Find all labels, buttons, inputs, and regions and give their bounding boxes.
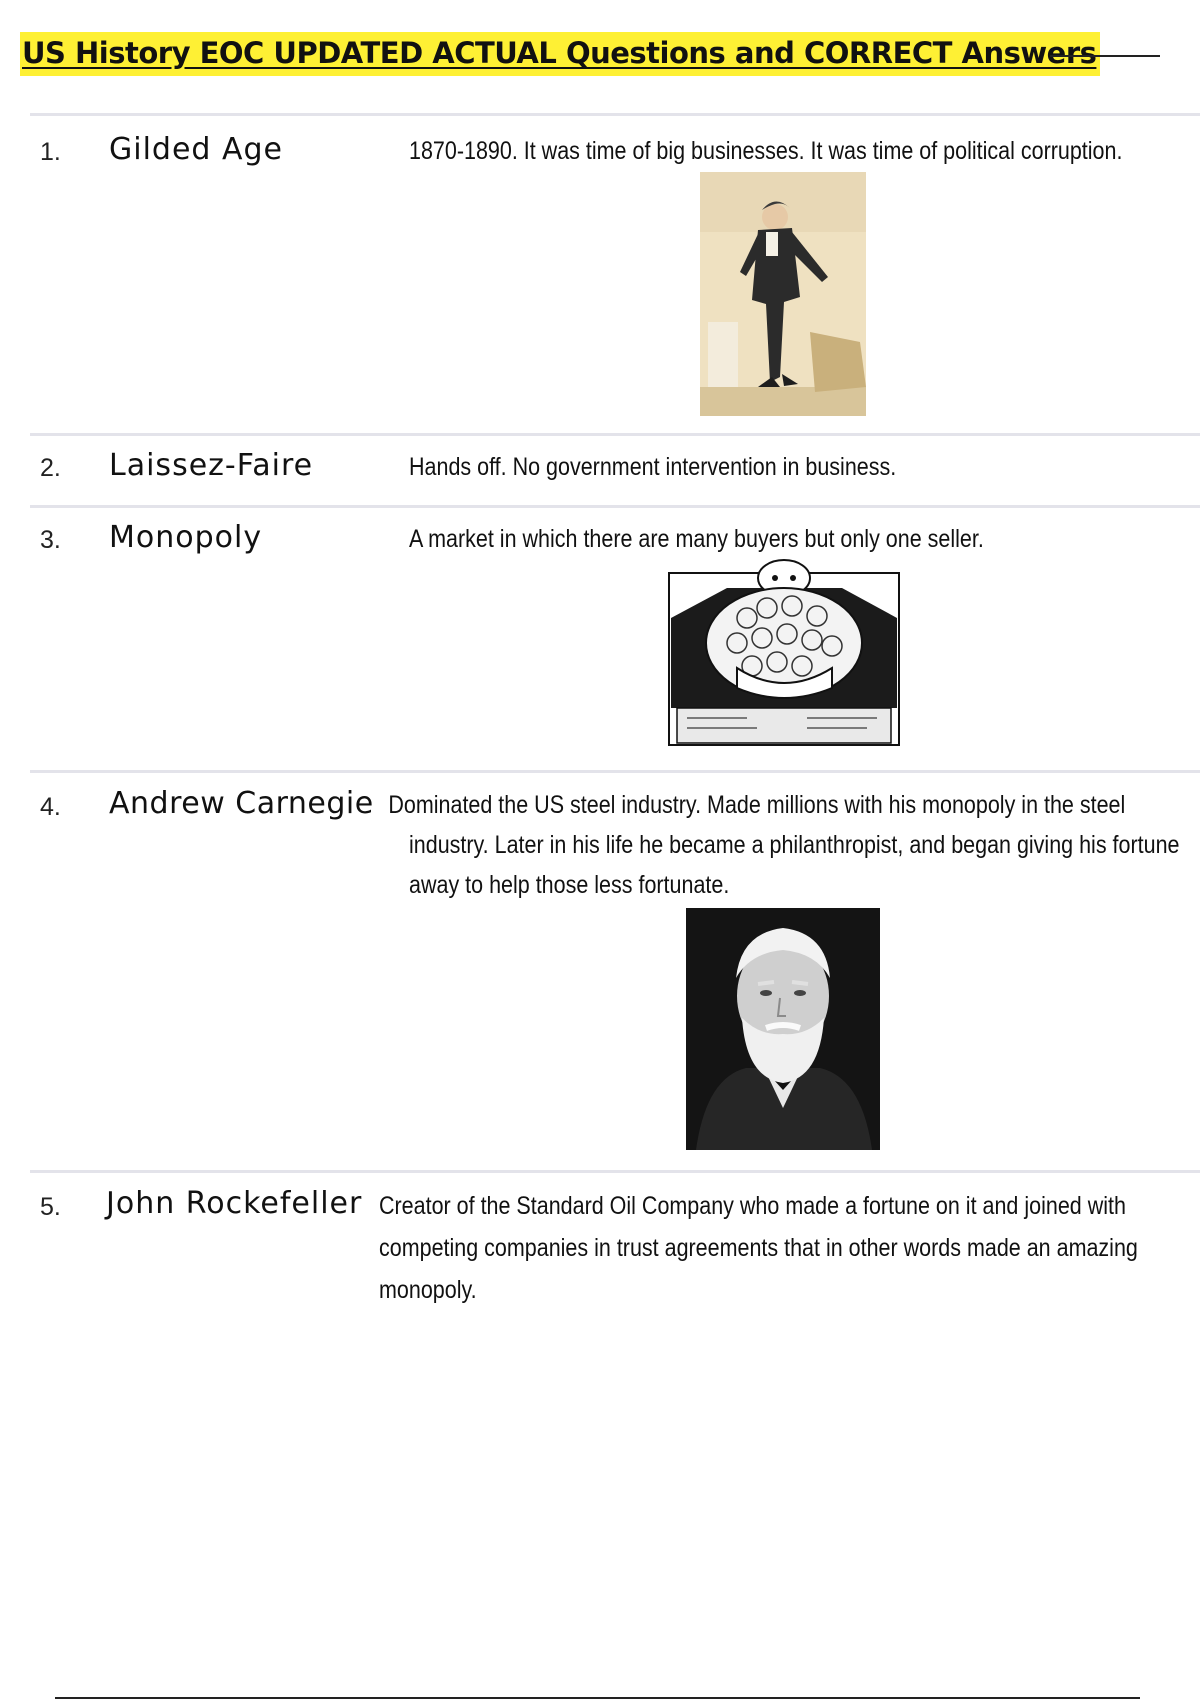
entry-definition: A market in which there are many buyers but only one seller. [409,525,984,553]
entry-monopoly [30,505,1200,770]
footer-rule [55,1697,1140,1699]
monopoly-cartoon-image [667,558,901,748]
entry-term: Andrew Carnegie [109,786,374,821]
carnegie-portrait-image [686,908,880,1150]
entry-term: John Rockefeller [106,1186,363,1221]
entry-laissez-faire [30,433,1200,505]
entry-number: 2. [40,454,61,482]
entry-number: 5. [40,1193,61,1221]
entry-definition: 1870-1890. It was time of big businesses. It was time of political corruption. [409,137,1123,165]
entry-definition-rest: industry. Later in his life he became a philanthropist, and began giving his fortune away to help those less fortunate. [409,831,1180,899]
political-cartoon-image [700,172,866,416]
title-rule [1050,55,1160,57]
entry-term: Gilded Age [109,132,284,167]
entry-gilded-age [30,113,1200,433]
entry-definition: Hands off. No government intervention in business. [409,453,897,481]
entry-number: 1. [40,138,61,166]
document-title: US History EOC UPDATED ACTUAL Questions and CORRECT Answers [20,32,1100,76]
entry-term: Monopoly [109,520,263,555]
entry-number: 3. [40,526,61,554]
entry-andrew-carnegie [30,770,1200,1170]
entry-definition: Creator of the Standard Oil Company who made a fortune on it and joined with competing companies in trust agreements that in other words made an amazing monopoly. [379,1192,1138,1304]
entry-definition [388,785,1200,905]
entry-definition-line-1: Dominated the US steel industry. Made millions with his monopoly in the steel [388,791,1126,819]
entry-john-rockefeller [30,1170,1200,1320]
title-block [20,32,1140,82]
entry-number: 4. [40,793,61,821]
entry-term: Laissez-Faire [109,448,314,483]
